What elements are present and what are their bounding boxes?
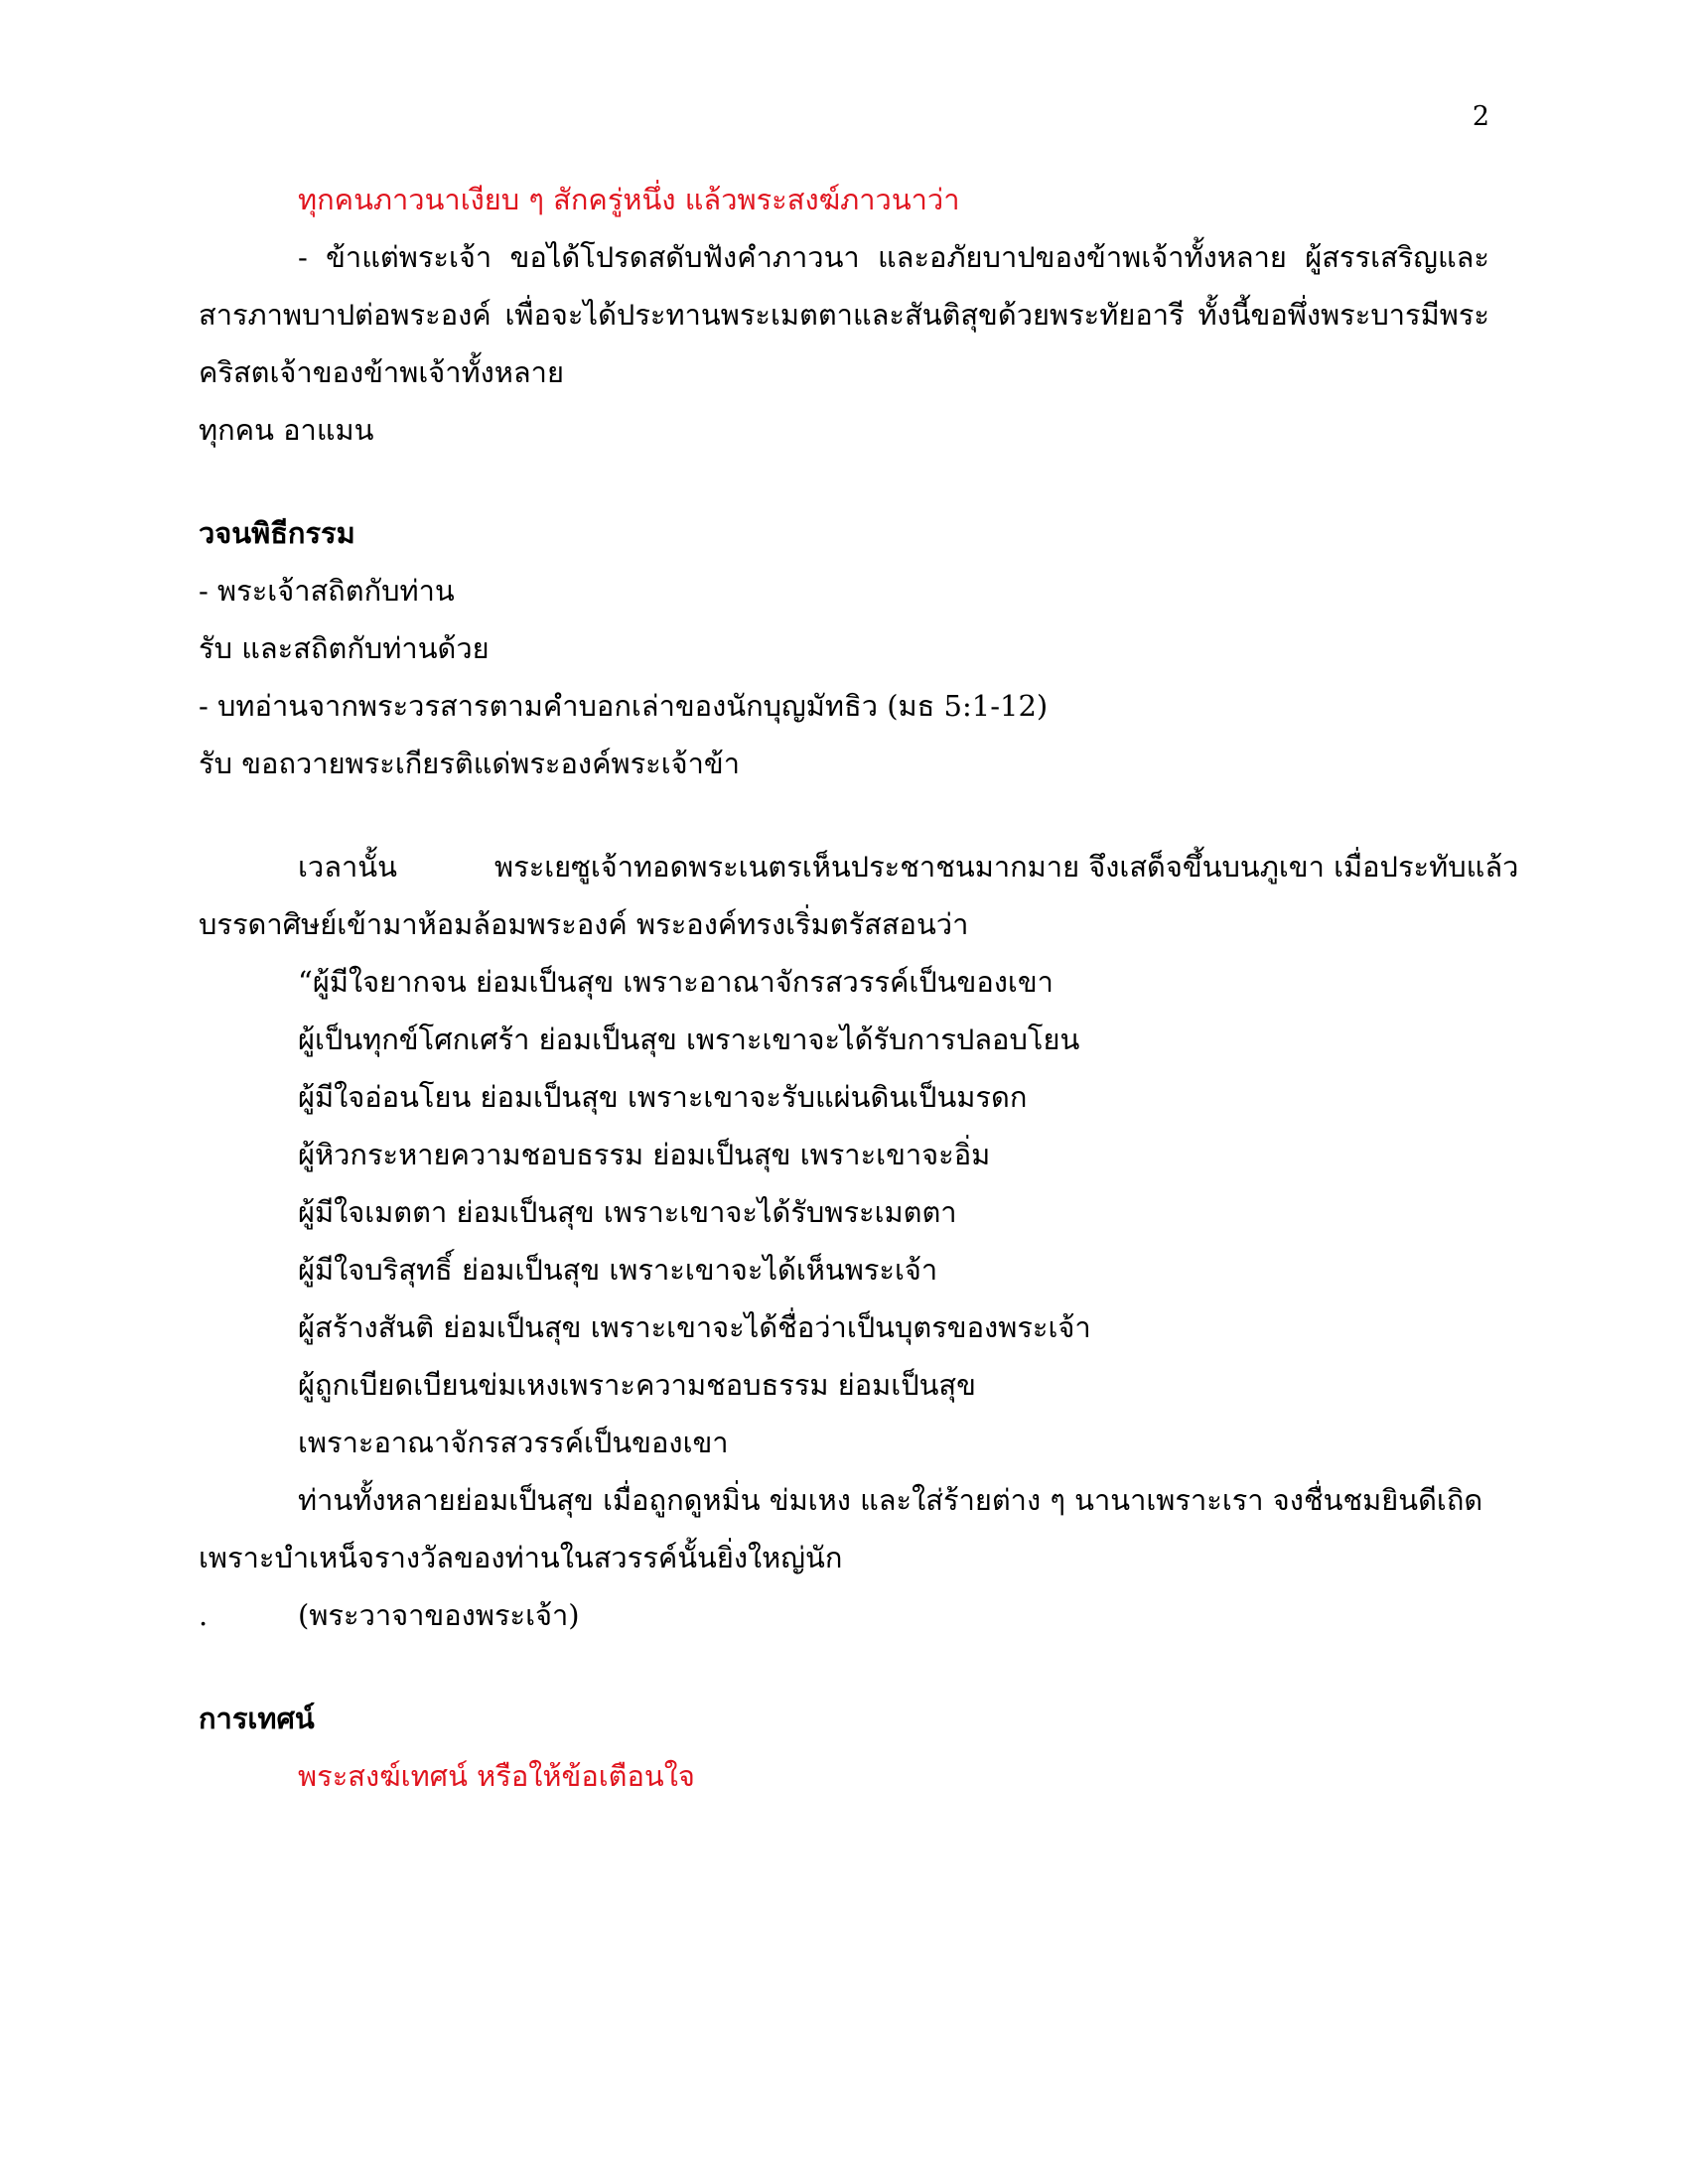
page-number: 2 <box>1472 101 1489 132</box>
prayer-response-amen: ทุกคน อาแมน <box>199 413 374 447</box>
beatitude-line: ผู้ถูกเบียดเบียนข่มเหงเพราะความชอบธรรม ย่อมเป็นสุข <box>298 1368 976 1402</box>
beatitude-line: ผู้มีใจบริสุทธิ์ ย่อมเป็นสุข เพราะเขาจะได้เห็นพระเจ้า <box>298 1253 938 1287</box>
section-spacer <box>199 459 1489 504</box>
beatitude-line: ผู้สร้างสันติ ย่อมเป็นสุข เพราะเขาจะได้ชื่อว่าเป็นบุตรของพระเจ้า <box>298 1310 1091 1344</box>
section-spacer <box>199 792 1489 838</box>
liturgy-line: รับ ขอถวายพระเกียรติแด่พระองค์พระเจ้าข้า <box>199 747 741 780</box>
page-content <box>199 171 1519 1805</box>
gospel-closing-line: เพราะบำเหน็จรางวัลของท่านในสวรรค์นั้นยิ่งใหญ่นัก <box>199 1541 843 1574</box>
section-spacer <box>199 1644 1489 1690</box>
beatitude-line: ผู้มีใจเมตตา ย่อมเป็นสุข เพราะเขาจะได้รับพระเมตตา <box>298 1195 957 1229</box>
gospel-closing-line: ท่านทั้งหลายย่อมเป็นสุข เมื่อถูกดูหมิ่น ข่มเหง และใส่ร้ายต่าง ๆ นานาเพราะเรา จงชื่นชมยินดีเถิด <box>298 1483 1483 1517</box>
leading-dot: . <box>199 1598 209 1632</box>
prayer-text-line: คริสตเจ้าของข้าพเจ้าทั้งหลาย <box>199 355 564 389</box>
beatitude-line: ผู้เป็นทุกข์โศกเศร้า ย่อมเป็นสุข เพราะเขาจะได้รับการปลอบโยน <box>298 1023 1080 1056</box>
liturgy-line: รับ และสถิตกับท่านด้วย <box>199 631 490 665</box>
gospel-intro-word: เวลานั้น <box>298 850 397 884</box>
word-of-god-acclamation: (พระวาจาของพระเจ้า) <box>298 1598 580 1632</box>
prayer-text-line: - ข้าแต่พระเจ้า ขอได้โปรดสดับฟังคำภาวนา และอภัยบาปของข้าพเจ้าทั้งหลาย ผู้สรรเสริญและ <box>298 240 1489 274</box>
heading-homily: การเทศน์ <box>199 1702 315 1735</box>
beatitude-line: ผู้มีใจอ่อนโยน ย่อมเป็นสุข เพราะเขาจะรับแผ่นดินเป็นมรดก <box>298 1080 1028 1114</box>
beatitude-line: เพราะอาณาจักรสวรรค์เป็นของเขา <box>298 1426 729 1459</box>
gospel-intro-line <box>199 838 1519 895</box>
word-of-god-line <box>199 1586 1489 1644</box>
heading-liturgy-of-the-word: วจนพิธีกรรม <box>199 516 355 550</box>
rubric-homily: พระสงฆ์เทศน์ หรือให้ข้อเตือนใจ <box>298 1759 695 1793</box>
liturgy-line: - บทอ่านจากพระวรสารตามคำบอกเล่าของนักบุญมัทธิว (มธ 5:1-12) <box>199 689 1049 723</box>
rubric-silent-prayer: ทุกคนภาวนาเงียบ ๆ สักครู่หนึ่ง แล้วพระสงฆ์ภาวนาว่า <box>298 183 960 216</box>
prayer-text-line: สารภาพบาปต่อพระองค์ เพื่อจะได้ประทานพระเมตตาและสันติสุขด้วยพระทัยอารี ทั้งนี้ขอพึ่งพระบารมีพระ <box>199 298 1489 332</box>
beatitude-line: ผู้หิวกระหายความชอบธรรม ย่อมเป็นสุข เพราะเขาจะอิ่ม <box>298 1138 991 1171</box>
beatitude-line: “ผู้มีใจยากจน ย่อมเป็นสุข เพราะอาณาจักรสวรรค์เป็นของเขา <box>298 965 1054 999</box>
gospel-intro-rest: พระเยซูเจ้าทอดพระเนตรเห็นประชาชนมากมาย จึงเสด็จขึ้นบนภูเขา เมื่อประทับแล้ว <box>494 850 1519 884</box>
gospel-intro-line: บรรดาศิษย์เข้ามาห้อมล้อมพระองค์ พระองค์ทรงเริ่มตรัสสอนว่า <box>199 907 969 941</box>
liturgy-line: - พระเจ้าสถิตกับท่าน <box>199 574 455 608</box>
